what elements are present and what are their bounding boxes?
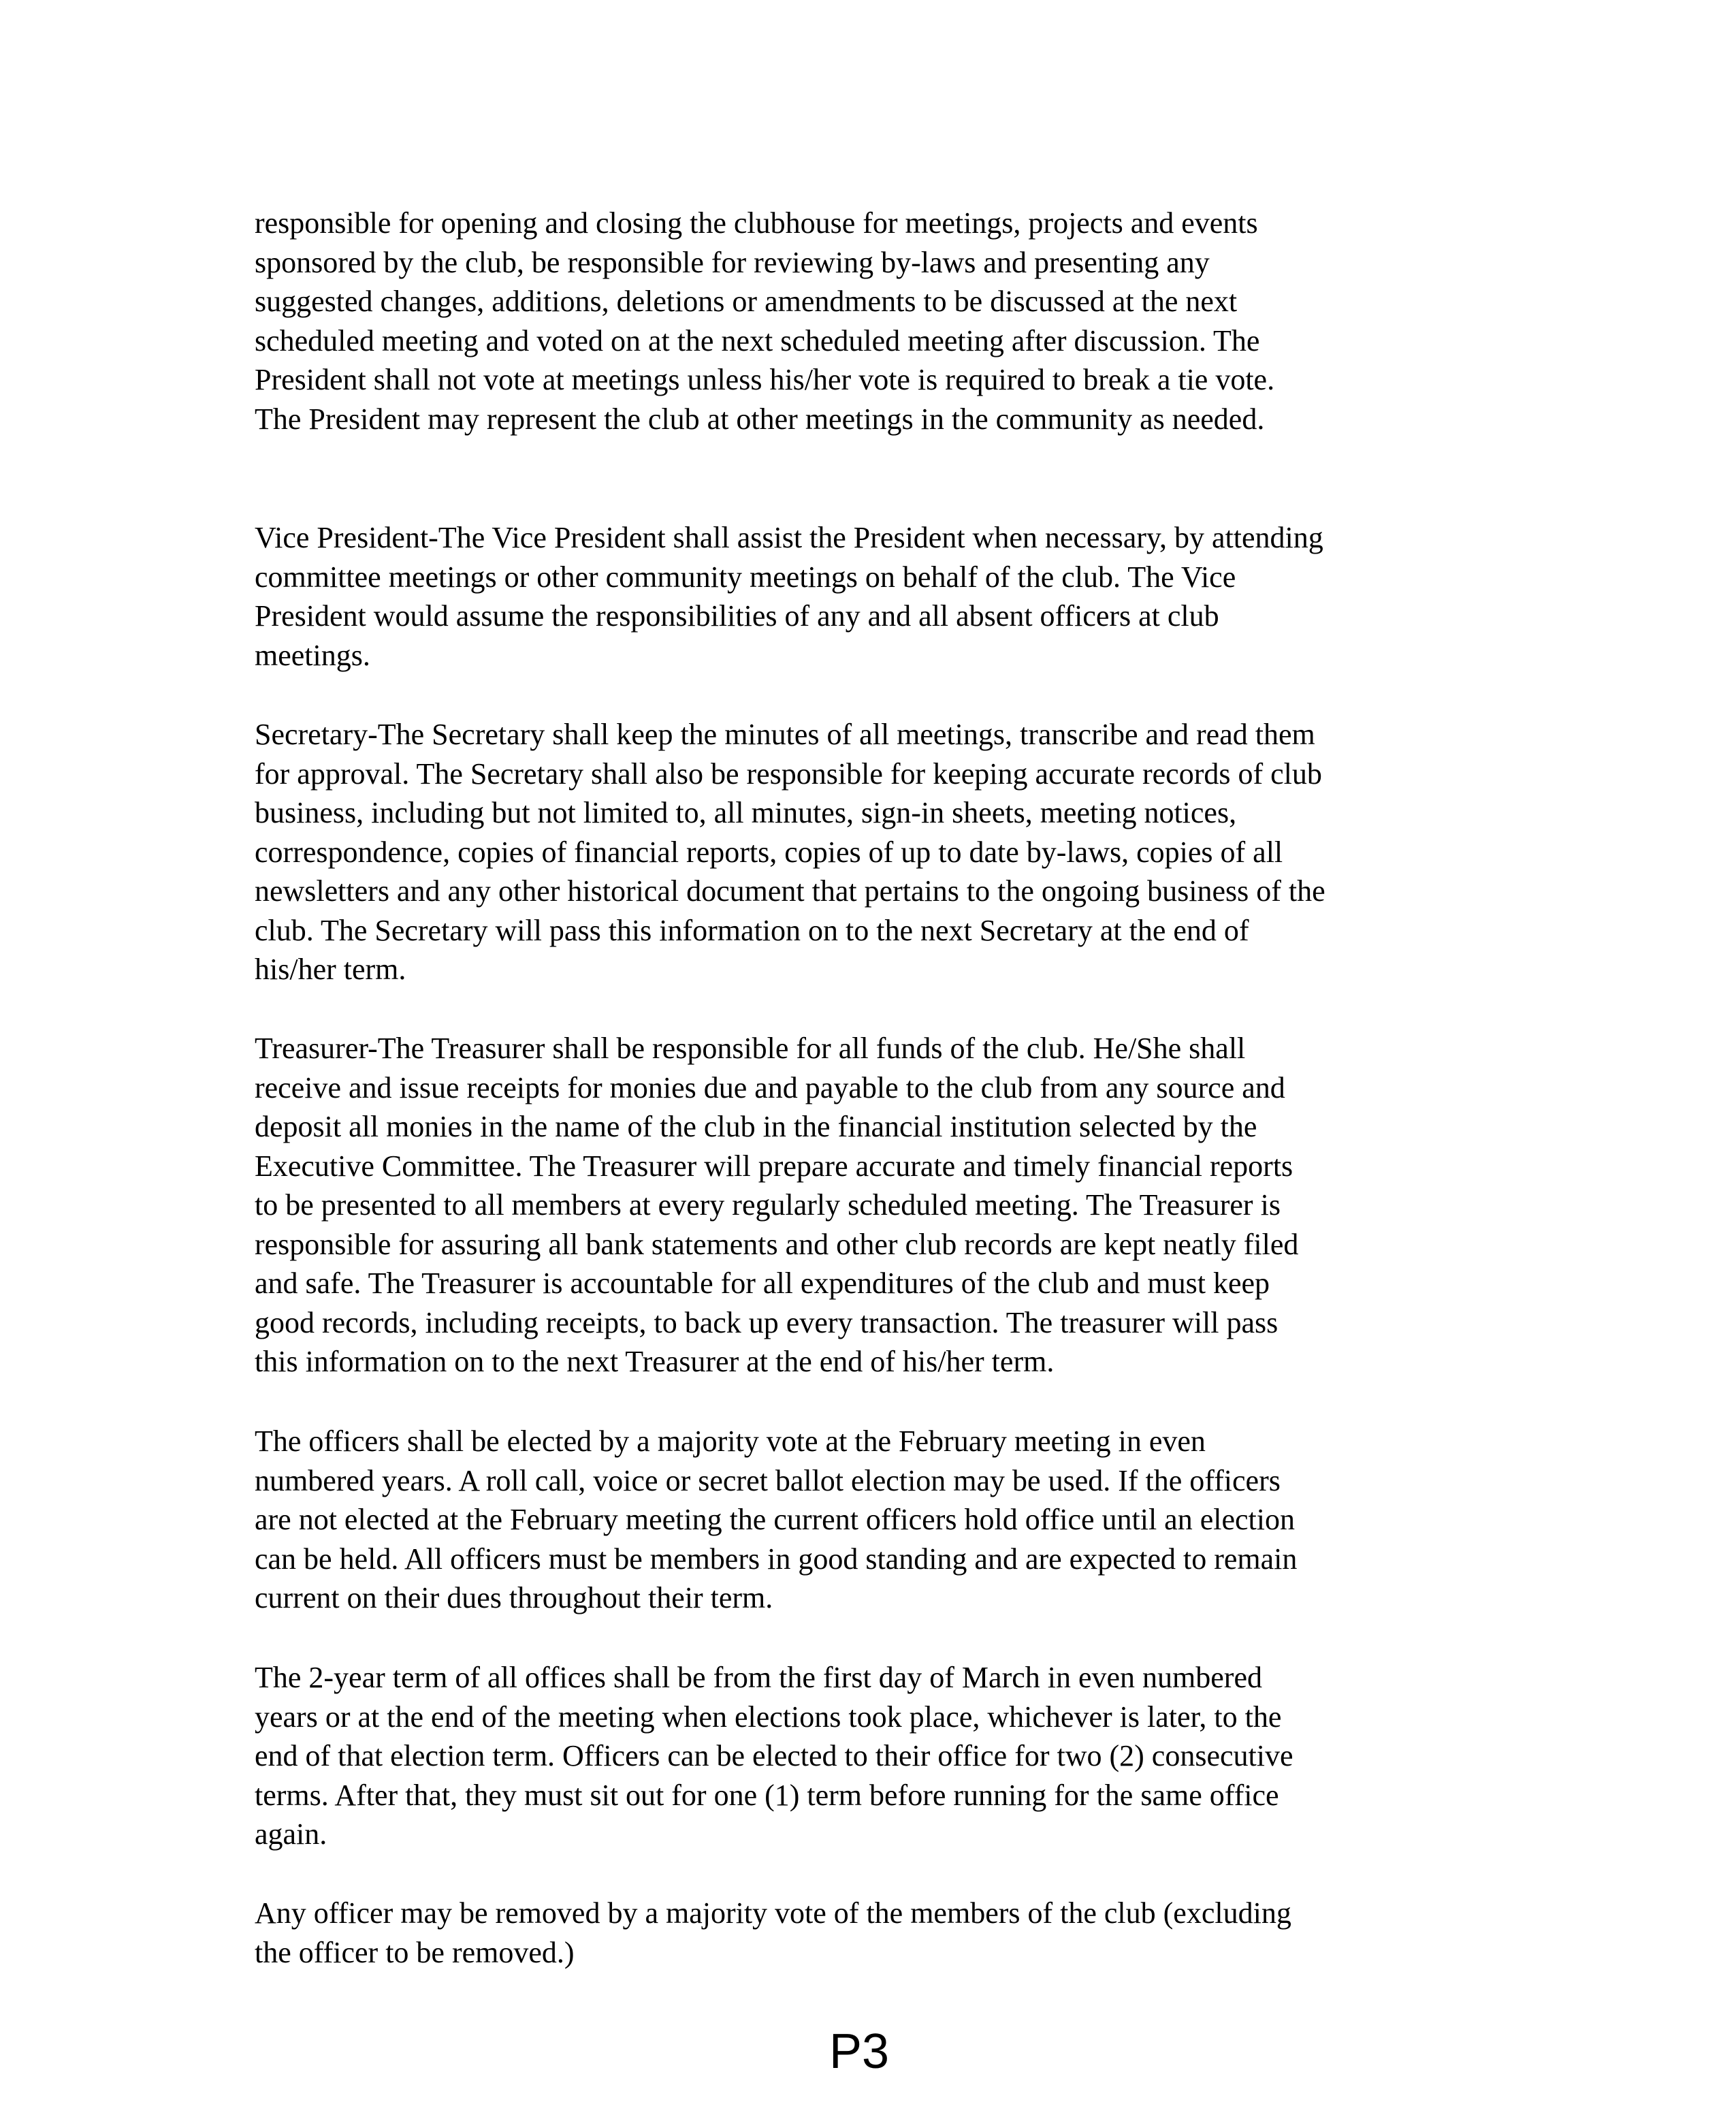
text-line: the officer to be removed.) xyxy=(255,1935,575,1969)
text-line: President would assume the responsibilities of any and all absent officers at club xyxy=(255,599,1219,633)
paragraph-president-continued xyxy=(255,204,1274,439)
text-line: his/her term. xyxy=(255,953,406,986)
text-line: terms. After that, they must sit out for one (1) term before running for the same office xyxy=(255,1778,1279,1812)
text-line: numbered years. A roll call, voice or secret ballot election may be used. If the officers xyxy=(255,1463,1281,1497)
text-line: suggested changes, additions, deletions or amendments to be discussed at the next xyxy=(255,285,1238,318)
text-line: correspondence, copies of financial reports, copies of up to date by-laws, copies of all xyxy=(255,835,1283,869)
text-line: good records, including receipts, to back up every transaction. The treasurer will pass xyxy=(255,1305,1279,1339)
text-line: current on their dues throughout their term. xyxy=(255,1581,773,1614)
text-line: The President may represent the club at other meetings in the community as needed. xyxy=(255,402,1265,436)
text-line: years or at the end of the meeting when elections took place, whichever is later, to the xyxy=(255,1700,1282,1734)
text-line: and safe. The Treasurer is accountable for all expenditures of the club and must keep xyxy=(255,1267,1270,1300)
text-line: meetings. xyxy=(255,638,370,672)
text-line: The officers shall be elected by a majority vote at the February meeting in even xyxy=(255,1424,1206,1458)
text-line: responsible for assuring all bank statements and other club records are kept neatly filed xyxy=(255,1227,1299,1261)
paragraph-removal xyxy=(255,1894,1291,1972)
text-line: Vice President-The Vice President shall assist the President when necessary, by attending xyxy=(255,521,1323,554)
paragraph-secretary xyxy=(255,715,1325,989)
text-line: The 2-year term of all offices shall be from the first day of March in even numbered xyxy=(255,1661,1262,1694)
text-line: sponsored by the club, be responsible for reviewing by-laws and presenting any xyxy=(255,245,1210,279)
text-line: deposit all monies in the name of the club in the financial institution selected by the xyxy=(255,1110,1257,1143)
paragraph-elections xyxy=(255,1422,1297,1618)
text-line: Treasurer-The Treasurer shall be responsible for all funds of the club. He/She shall xyxy=(255,1032,1246,1065)
text-line: again. xyxy=(255,1817,327,1851)
text-line: responsible for opening and closing the clubhouse for meetings, projects and events xyxy=(255,206,1258,240)
text-line: Executive Committee. The Treasurer will prepare accurate and timely financial reports xyxy=(255,1149,1293,1183)
text-line: end of that election term. Officers can be elected to their office for two (2) consecutive xyxy=(255,1739,1293,1772)
text-line: for approval. The Secretary shall also be responsible for keeping accurate records of club xyxy=(255,757,1322,791)
text-line: Secretary-The Secretary shall keep the minutes of all meetings, transcribe and read them xyxy=(255,718,1315,751)
text-line: receive and issue receipts for monies due and payable to the club from any source and xyxy=(255,1070,1285,1104)
text-line: club. The Secretary will pass this information on to the next Secretary at the end of xyxy=(255,913,1249,947)
text-line: Any officer may be removed by a majority vote of the members of the club (excluding xyxy=(255,1896,1291,1930)
text-line: newsletters and any other historical document that pertains to the ongoing business of the xyxy=(255,874,1325,908)
text-line: this information on to the next Treasurer at the end of his/her term. xyxy=(255,1345,1055,1378)
text-line: committee meetings or other community meetings on behalf of the club. The Vice xyxy=(255,560,1236,594)
text-line: are not elected at the February meeting the current officers hold office until an election xyxy=(255,1503,1295,1536)
paragraph-treasurer xyxy=(255,1029,1298,1382)
text-line: President shall not vote at meetings unless his/her vote is required to break a tie vote. xyxy=(255,363,1275,396)
text-line: can be held. All officers must be members in good standing and are expected to remain xyxy=(255,1542,1298,1576)
paragraph-term xyxy=(255,1658,1293,1854)
paragraph-vice-president xyxy=(255,518,1323,675)
text-line: business, including but not limited to, all minutes, sign-in sheets, meeting notices, xyxy=(255,796,1237,829)
text-line: to be presented to all members at every regularly scheduled meeting. The Treasurer is xyxy=(255,1188,1281,1222)
page-number: P3 xyxy=(829,2024,890,2079)
text-line: scheduled meeting and voted on at the next scheduled meeting after discussion. The xyxy=(255,323,1260,357)
